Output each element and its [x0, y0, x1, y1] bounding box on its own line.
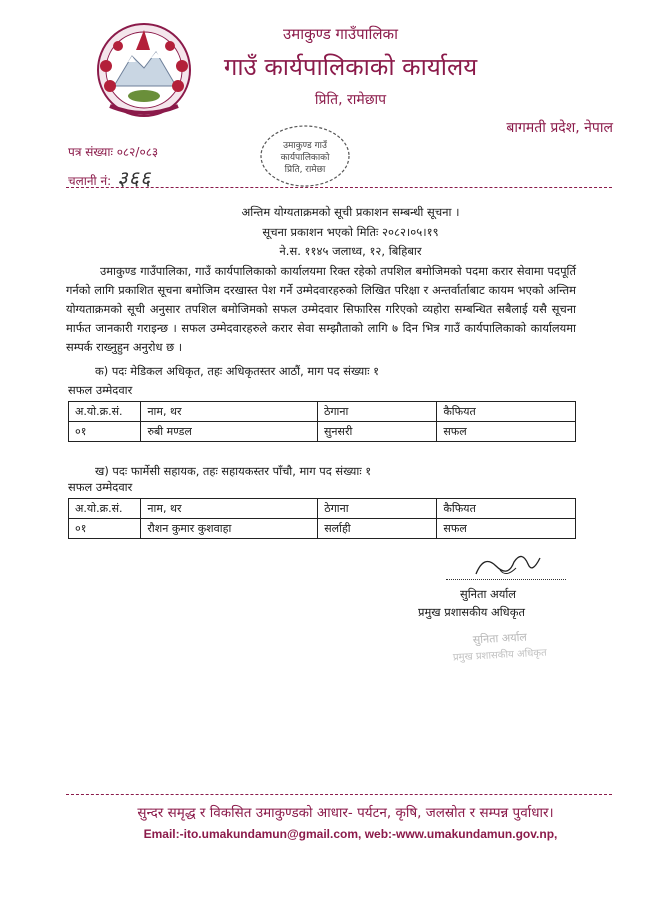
signer-title: प्रमुख प्रशासकीय अधिकृत [418, 605, 525, 619]
table-row [69, 422, 576, 442]
office-stamp [255, 118, 355, 190]
header-remarks: कैफियत [437, 402, 576, 422]
cell-address: सुनसरी [317, 422, 436, 442]
published-date: सूचना प्रकाशन भएको मितिः २०८२।०५।१९ [262, 225, 439, 239]
cell-serial: ०१ [69, 519, 141, 539]
ns-date: ने.स. ११४५ जलाध्व, १२, बिहिबार [279, 244, 422, 258]
header-name: नाम, थर [141, 402, 318, 422]
office-name: गाउँ कार्यपालिकाको कार्यालय [223, 53, 478, 81]
letter-number: पत्र संख्याः ०८२/०८३ [68, 145, 159, 159]
dispatch-value: ३६६ [117, 166, 152, 190]
header-divider [66, 187, 612, 188]
footer-divider [66, 794, 612, 795]
dispatch-label: चलानी नं: [68, 174, 112, 188]
stamp-line3: प्रिति, रामेछा [284, 165, 326, 175]
cell-name: रुबी मण्डल [141, 422, 318, 442]
table-header-row [69, 402, 576, 422]
table-row [69, 519, 576, 539]
header-serial: अ.यो.क्र.सं. [69, 402, 141, 422]
notice-subject: अन्तिम योग्यताक्रमको सूची प्रकाशन सम्बन्धी सूचना । [241, 205, 460, 219]
header-address: ठेगाना [318, 499, 437, 519]
header-serial: अ.यो.क्र.सं. [69, 499, 141, 519]
footer-slogan: सुन्दर समृद्ध र विकसित उमाकुण्डको आधार- पर्यटन, कृषि, जलस्रोत र सम्पन्न पुर्वाधार। [137, 805, 554, 821]
table-header-row [69, 499, 576, 519]
seal-name: सुनिता अर्याल [472, 630, 528, 647]
signer-name: सुनिता अर्याल [460, 587, 517, 601]
header-address: ठेगाना [317, 402, 436, 422]
post-b-title: ख) पदः फार्मेसी सहायक, तहः सहायकस्तर पाँचौ, माग पद संख्याः १ [95, 464, 372, 478]
header-remarks: कैफियत [437, 499, 576, 519]
cell-name: रौशन कुमार कुशवाहा [141, 519, 318, 539]
cell-remarks: सफल [437, 422, 576, 442]
cell-serial: ०१ [69, 422, 141, 442]
stamp-line2: कार्यपालिकाको [280, 153, 330, 163]
post-a-title: क) पदः मेडिकल अधिकृत, तहः अधिकृतस्तर आठौं, माग पद संख्याः १ [95, 364, 380, 378]
name-seal [430, 626, 570, 666]
success-b-label: सफल उम्मेदवार [68, 480, 133, 494]
notice-body: उमाकुण्ड गाउँपालिका, गाउँ कार्यपालिकाको कार्यालयमा रिक्त रहेको तपशिल बमोजिमको पदमा करार सेवामा पदपूर्ति गर्नको लागि प्रकाशित सूचना बमोजिम दरखास्त पेश गर्ने उम्मेदवारहरुको लिखित परिक्षा र अन्तर्वार्ताबाट कायम भएको अन्तिम योग्यताक्रमको सूची अनुसार तपशिल बमोजिमको सफल उम्मेदवार सिफारिस गरिएको व्यहोरा सम्बन्धित सबैलाई यसै सूचना मार्फत जानकारी गराइन्छ । सफल उम्मेदवारहरुले करार सेवा सम्झौताको लागि ७ दिन भित्र गाउँ कार्यपालिकाको कार्यालयमा सम्पर्क राख्नुहुन अनुरोध छ । [66, 264, 576, 354]
cell-address: सर्लाही [318, 519, 437, 539]
candidate-table-a [68, 401, 576, 442]
cell-remarks: सफल [437, 519, 576, 539]
province-name: बागमती प्रदेश, नेपाल [506, 120, 613, 136]
stamp-line1: उमाकुण्ड गाउँ [283, 141, 327, 151]
signature-line [446, 579, 566, 580]
header-name: नाम, थर [141, 499, 318, 519]
seal-title: प्रमुख प्रशासकीय अधिकृत [452, 647, 548, 664]
success-a-label: सफल उम्मेदवार [68, 383, 133, 397]
footer-contact: Email:-ito.umakundamun@gmail.com, web:-www.umakundamun.gov.np, [143, 827, 558, 841]
candidate-table-b [68, 498, 576, 539]
office-location: प्रिति, रामेछाप [314, 92, 387, 108]
municipality-name: उमाकुण्ड गाउँपालिका [283, 25, 398, 43]
